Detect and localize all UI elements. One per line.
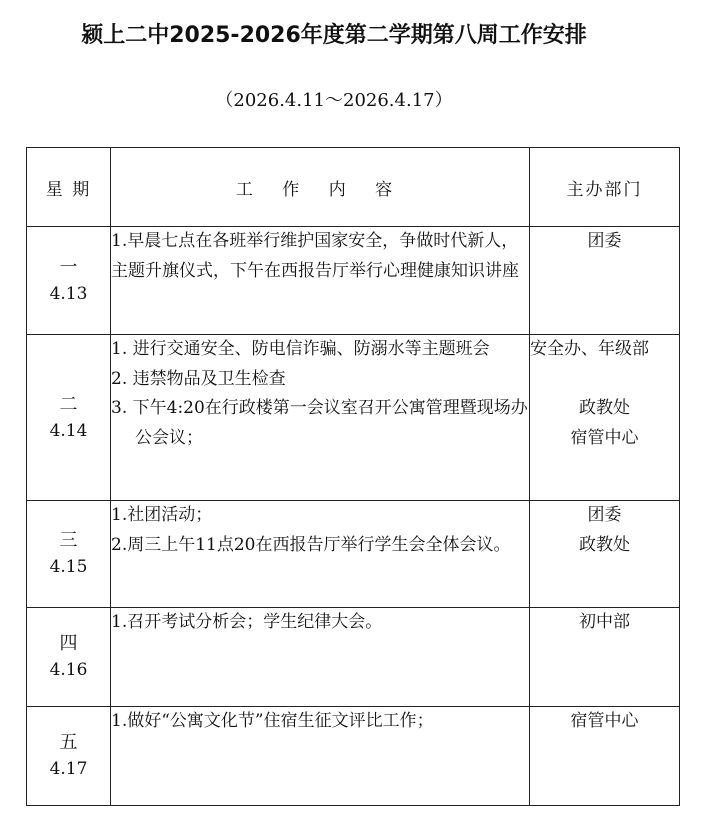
header-dept: 主办部门 xyxy=(530,148,680,227)
page-title: 颍上二中2025-2026年度第二学期第八周工作安排 xyxy=(81,23,587,48)
task-item: 2. 违禁物品及卫生检查 xyxy=(111,368,286,389)
day-date: 4.17 xyxy=(49,759,88,779)
dept-name: 团委 xyxy=(587,231,622,251)
day-cell xyxy=(27,335,111,501)
schedule-table xyxy=(26,147,680,806)
header-content: 工 作 内 容 xyxy=(111,148,530,227)
content-cell xyxy=(111,227,530,335)
dept-cell xyxy=(530,335,680,501)
dept-name: 宿管中心 xyxy=(570,427,639,448)
task-item: 1. 进行交通安全、防电信诈骗、防溺水等主题班会 xyxy=(111,339,490,359)
day-cell xyxy=(27,501,111,608)
day-cell xyxy=(27,227,111,335)
day-date: 4.14 xyxy=(49,420,88,441)
task-item: 1.召开考试分析会；学生纪律大会。 xyxy=(111,612,383,632)
dept-name: 团委 xyxy=(587,505,622,525)
day-name: 一 xyxy=(59,256,78,278)
dept-cell xyxy=(530,608,680,707)
day-date: 4.15 xyxy=(49,557,88,577)
day-cell xyxy=(27,707,111,806)
day-date: 4.16 xyxy=(49,660,88,680)
task-item: 2.周三上午11点20在西报告厅举行学生会全体会议。 xyxy=(111,534,511,555)
table-row xyxy=(27,608,680,707)
dept-cell xyxy=(530,227,680,335)
date-range: （2026.4.11～2026.4.17） xyxy=(215,90,453,111)
content-cell xyxy=(111,608,530,707)
task-item: 1.早晨七点在各班举行维护国家安全，争做时代新人，主题升旗仪式，下午在西报告厅举行心理健康知识讲座 xyxy=(111,231,519,281)
dept-name xyxy=(530,365,679,395)
dept-name: 初中部 xyxy=(579,612,630,632)
day-name: 四 xyxy=(59,633,78,654)
table-row xyxy=(27,707,680,806)
task-item: 3. 下午4:20在行政楼第一会议室召开公寓管理暨现场办公会议； xyxy=(111,398,528,448)
day-date: 4.13 xyxy=(49,283,88,304)
task-item: 1.社团活动； xyxy=(111,505,213,525)
task-item: 1.做好“公寓文化节”住宿生征文评比工作； xyxy=(111,711,434,731)
dept-cell xyxy=(530,707,680,806)
dept-name: 政教处 xyxy=(579,398,630,418)
content-cell xyxy=(111,335,530,501)
day-name: 二 xyxy=(59,393,78,415)
table-row xyxy=(27,335,680,501)
dept-name: 政教处 xyxy=(579,534,630,555)
day-cell xyxy=(27,608,111,707)
header-row xyxy=(27,148,680,227)
table-row xyxy=(27,501,680,608)
content-cell xyxy=(111,707,530,806)
header-day: 星 期 xyxy=(27,148,111,227)
day-name: 五 xyxy=(59,732,78,753)
day-name: 三 xyxy=(59,530,78,551)
dept-name: 安全办、年级部 xyxy=(530,339,649,359)
table-row xyxy=(27,227,680,335)
dept-cell xyxy=(530,501,680,608)
dept-name: 宿管中心 xyxy=(570,711,639,731)
content-cell xyxy=(111,501,530,608)
